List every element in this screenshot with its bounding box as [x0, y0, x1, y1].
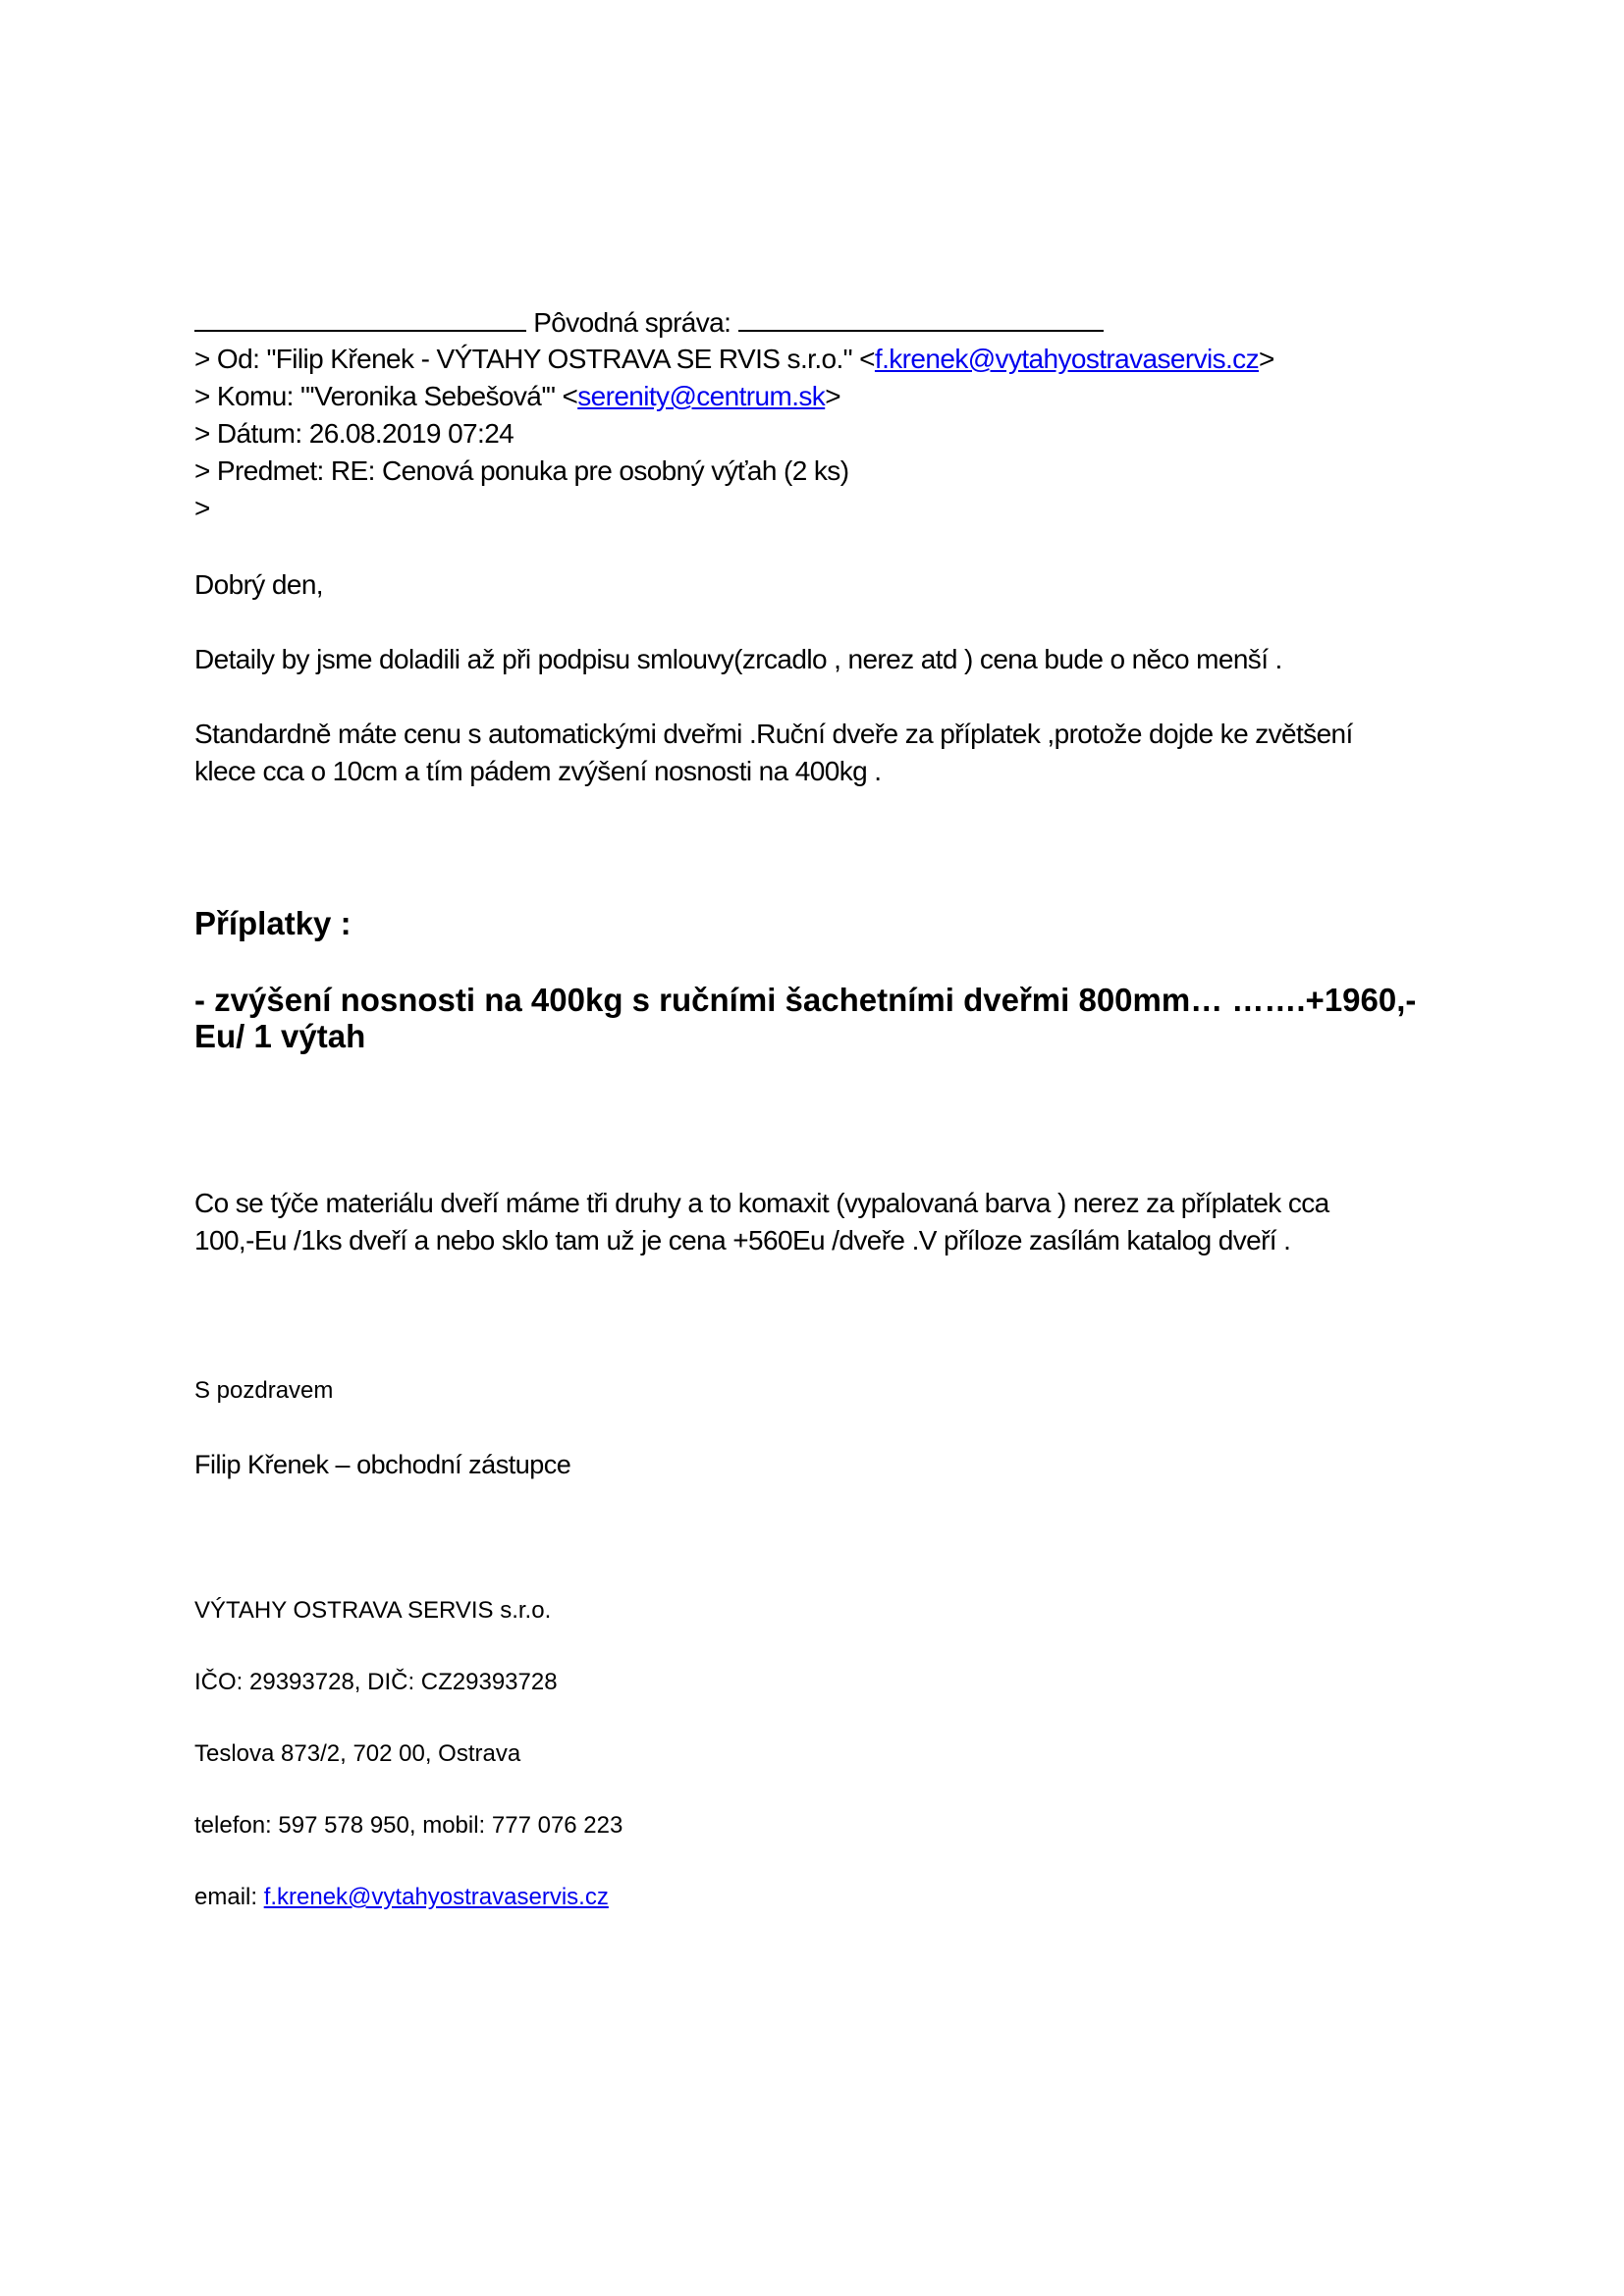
to-close: >	[825, 381, 840, 411]
paragraph-materials-line-1: Co se týče materiálu dveří máme tři druhy a to komaxit (vypalovaná barva ) nerez za příplatek cca	[194, 1188, 1329, 1218]
signature-name: Filip Křenek – obchodní zástupce	[194, 1450, 571, 1479]
surcharges-heading: Příplatky :	[194, 905, 352, 941]
date-line: > Dátum: 26.08.2019 07:24	[194, 418, 514, 449]
signature-email-link[interactable]: f.krenek@vytahyostravaservis.cz	[263, 1884, 609, 1910]
paragraph-materials-line-2: 100,-Eu /1ks dveří a nebo sklo tam už je cena +560Eu /dveře .V příloze zasílám katalog dveří .	[194, 1225, 1291, 1255]
from-email-link[interactable]: f.krenek@vytahyostravaservis.cz	[874, 344, 1259, 374]
to-label: > Komu: "'Veronika Sebešová'" <	[194, 381, 578, 411]
subject-line: > Predmet: RE: Cenová ponuka pre osobný výťah (2 ks)	[194, 455, 849, 486]
divider-rule-left	[194, 304, 526, 332]
from-close: >	[1259, 344, 1274, 374]
paragraph-standard-line-2: klece cca o 10cm a tím pádem zvýšení nosnosti na 400kg .	[194, 756, 882, 786]
paragraph-details: Detaily by jsme doladili až při podpisu smlouvy(zrcadlo , nerez atd ) cena bude o něco menší .	[194, 644, 1282, 674]
closing-greeting: S pozdravem	[194, 1377, 334, 1404]
from-label: > Od: "Filip Křenek - VÝTAHY OSTRAVA SE RVIS s.r.o." <	[194, 344, 875, 374]
to-email-link[interactable]: serenity@centrum.sk	[577, 381, 826, 411]
company-address: Teslova 873/2, 702 00, Ostrava	[194, 1740, 521, 1767]
contact-phones: telefon: 597 578 950, mobil: 777 076 223	[194, 1812, 623, 1839]
greeting: Dobrý den,	[194, 569, 323, 600]
company-ids: IČO: 29393728, DIČ: CZ29393728	[194, 1669, 558, 1695]
surcharge-item-line-2: Eu/ 1 výtah	[194, 1018, 366, 1054]
email-label: email:	[194, 1884, 264, 1910]
original-message-divider	[194, 304, 1104, 341]
divider-rule-right	[738, 304, 1104, 332]
to-line	[194, 379, 840, 414]
surcharge-item-line-1: - zvýšení nosnosti na 400kg s ručními šachetními dveřmi 800mm… …….+1960,-	[194, 982, 1417, 1018]
paragraph-standard-line-1: Standardně máte cenu s automatickými dveřmi .Ruční dveře za příplatek ,protože dojde ke zvětšení	[194, 719, 1353, 749]
company-name: VÝTAHY OSTRAVA SERVIS s.r.o.	[194, 1597, 552, 1624]
contact-email-line	[194, 1883, 609, 1912]
quote-end-marker: >	[194, 493, 210, 523]
original-message-title: Pôvodná správa:	[533, 307, 731, 338]
from-line	[194, 342, 1274, 377]
